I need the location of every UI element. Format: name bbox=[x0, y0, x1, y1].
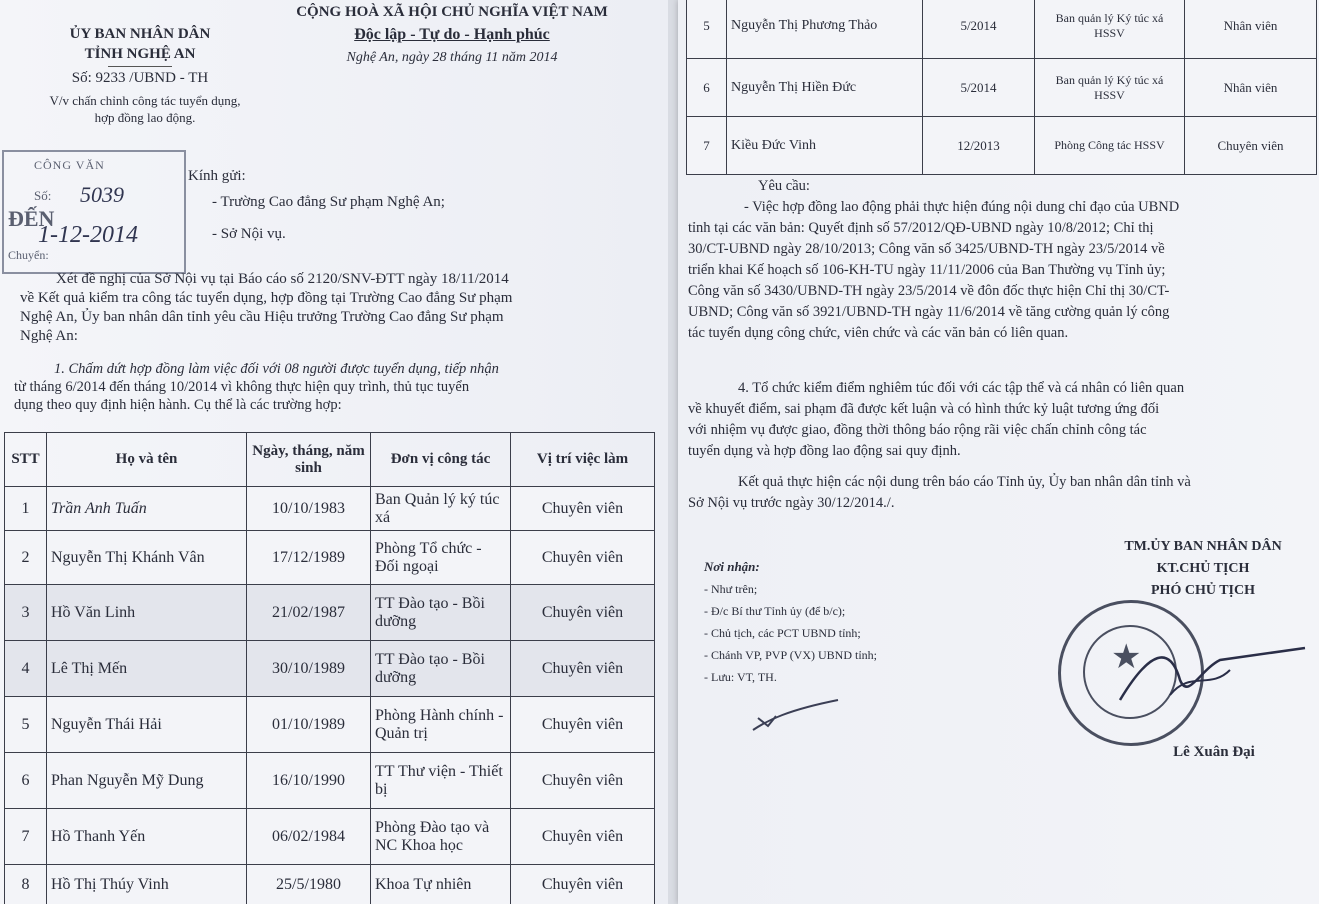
p1-line2: từ tháng 6/2014 đến tháng 10/2014 vì không thực hiện quy trình, thủ tục tuyển bbox=[14, 379, 470, 395]
p4-line4: tuyển dụng và hợp đồng lao động sai quy định. bbox=[688, 443, 961, 459]
intro-line1: Xét đề nghị của Sở Nội vụ tại Báo cáo số 2120/SNV-ĐTT ngày 18/11/2014 bbox=[56, 271, 509, 287]
row-position: Chuyên viên bbox=[511, 697, 655, 753]
row-position: Chuyên viên bbox=[511, 585, 655, 641]
row-unit: Phòng Công tác HSSV bbox=[1035, 117, 1185, 175]
handwritten-signature bbox=[1110, 640, 1310, 720]
distribution-item: - Như trên; bbox=[704, 582, 758, 596]
row-name: Phan Nguyễn Mỹ Dung bbox=[47, 753, 247, 809]
stamp-number: 5039 bbox=[80, 182, 124, 207]
intro-paragraph bbox=[20, 270, 650, 346]
row-stt: 7 bbox=[687, 117, 727, 175]
row-position: Chuyên viên bbox=[511, 531, 655, 585]
distribution-item: - Chủ tịch, các PCT UBND tỉnh; bbox=[704, 626, 861, 640]
distribution-list bbox=[704, 556, 877, 688]
row-stt: 4 bbox=[5, 641, 47, 697]
row-unit: Ban quản lý Ký túc xá HSSV bbox=[1035, 59, 1185, 117]
table-header-row bbox=[5, 433, 655, 487]
nation-title: CỘNG HOÀ XÃ HỘI CHỦ NGHĨA VIỆT NAM bbox=[296, 4, 608, 20]
row-name: Nguyễn Thái Hải bbox=[47, 697, 247, 753]
subject-block bbox=[20, 92, 270, 126]
row-stt: 3 bbox=[5, 585, 47, 641]
subject-line2: hợp đồng lao động. bbox=[94, 110, 196, 125]
issuer-underline bbox=[108, 66, 172, 67]
table-row bbox=[5, 809, 655, 865]
row-stt: 2 bbox=[5, 531, 47, 585]
signature-block bbox=[1098, 536, 1308, 602]
table-row bbox=[5, 641, 655, 697]
star-icon: ★ bbox=[1111, 639, 1142, 676]
p4-line2: về khuyết điểm, sai phạm đã được kết luận và có hình thức kỷ luật tương ứng đối bbox=[688, 401, 1160, 417]
row-unit: Phòng Hành chính - Quản trị bbox=[371, 697, 511, 753]
row-dob: 21/02/1987 bbox=[247, 585, 371, 641]
paragraph-4 bbox=[688, 378, 1308, 462]
row-position: Nhân viên bbox=[1185, 0, 1317, 59]
row-name: Lê Thị Mến bbox=[47, 641, 247, 697]
contract-staff-table bbox=[686, 0, 1317, 175]
stamp-so-label: Số: bbox=[34, 188, 52, 203]
issuer-block bbox=[40, 24, 240, 64]
result-paragraph bbox=[688, 472, 1308, 514]
doc-number: Số: 9233 /UBND - TH bbox=[71, 70, 209, 86]
received-stamp bbox=[2, 150, 186, 274]
header-position: Vị trí việc làm bbox=[511, 433, 655, 487]
row-stt: 8 bbox=[5, 865, 47, 904]
row-name: Hồ Thanh Yến bbox=[47, 809, 247, 865]
row-dob: 01/10/1989 bbox=[247, 697, 371, 753]
row-date: 12/2013 bbox=[923, 117, 1035, 175]
table-row bbox=[5, 531, 655, 585]
row-name: Nguyễn Thị Khánh Vân bbox=[47, 531, 247, 585]
recipient-2: - Sở Nội vụ. bbox=[212, 226, 286, 242]
row-dob: 30/10/1989 bbox=[247, 641, 371, 697]
req-line6: UBND; Công văn số 3921/UBND-TH ngày 11/6/2014 về tăng cường quản lý công bbox=[688, 304, 1170, 320]
row-dob: 06/02/1984 bbox=[247, 809, 371, 865]
row-position: Chuyên viên bbox=[1185, 117, 1317, 175]
distribution-label: Nơi nhận: bbox=[704, 559, 760, 574]
row-name: Nguyễn Thị Hiền Đức bbox=[727, 59, 923, 117]
motto: Độc lập - Tự do - Hạnh phúc bbox=[354, 26, 550, 43]
table-row bbox=[5, 865, 655, 904]
distribution-item: - Lưu: VT, TH. bbox=[704, 670, 777, 684]
stamp-den-label: ĐẾN bbox=[8, 206, 55, 231]
row-unit: Ban Quản lý ký túc xá bbox=[371, 487, 511, 531]
header-name: Họ và tên bbox=[47, 433, 247, 487]
row-unit: Khoa Tự nhiên bbox=[371, 865, 511, 904]
p4-line1: 4. Tổ chức kiểm điểm nghiêm túc đối với các tập thể và cá nhân có liên quan bbox=[738, 380, 1185, 396]
header-stt: STT bbox=[5, 433, 47, 487]
row-position: Chuyên viên bbox=[511, 641, 655, 697]
table-row bbox=[687, 0, 1317, 59]
p1-line1: 1. Chấm dứt hợp đồng làm việc đối với 08 người được tuyển dụng, tiếp nhận bbox=[54, 361, 499, 377]
subject-line1: V/v chấn chỉnh công tác tuyển dụng, bbox=[49, 93, 241, 108]
signer-name: Lê Xuân Đại bbox=[1173, 744, 1255, 760]
row-stt: 5 bbox=[5, 697, 47, 753]
table-row bbox=[5, 487, 655, 531]
right-document-page bbox=[678, 0, 1319, 904]
recipients-label: Kính gửi: bbox=[188, 168, 246, 184]
row-dob: 10/10/1983 bbox=[247, 487, 371, 531]
result-line1: Kết quả thực hiện các nội dung trên báo cáo Tỉnh ủy, Ủy ban nhân dân tỉnh và bbox=[738, 474, 1191, 490]
p1-line3: dụng theo quy định hiện hành. Cụ thể là các trường hợp: bbox=[14, 397, 342, 413]
signature-line1: TM.ỦY BAN NHÂN DÂN bbox=[1124, 539, 1282, 554]
row-dob: 17/12/1989 bbox=[247, 531, 371, 585]
row-position: Chuyên viên bbox=[511, 865, 655, 904]
requirements-label: Yêu cầu: bbox=[758, 178, 810, 194]
intro-line4: Nghệ An: bbox=[20, 328, 78, 344]
req-line7: tác tuyển dụng công chức, viên chức và các văn bản có liên quan. bbox=[688, 325, 1069, 341]
row-stt: 5 bbox=[687, 0, 727, 59]
table-row bbox=[5, 697, 655, 753]
row-name: Hồ Văn Linh bbox=[47, 585, 247, 641]
row-position: Nhân viên bbox=[1185, 59, 1317, 117]
row-stt: 1 bbox=[5, 487, 47, 531]
row-unit: Phòng Đào tạo và NC Khoa học bbox=[371, 809, 511, 865]
row-name: Hồ Thị Thúy Vinh bbox=[47, 865, 247, 904]
issuer-line1: ỦY BAN NHÂN DÂN bbox=[69, 26, 211, 42]
row-name: Kiều Đức Vinh bbox=[727, 117, 923, 175]
distribution-item: - Đ/c Bí thư Tỉnh ủy (để b/c); bbox=[704, 604, 846, 618]
signature-line3: PHÓ CHỦ TỊCH bbox=[1151, 583, 1255, 598]
row-position: Chuyên viên bbox=[511, 487, 655, 531]
distribution-item: - Chánh VP, PVP (VX) UBND tỉnh; bbox=[704, 648, 878, 662]
initials-mark bbox=[748, 690, 848, 740]
req-line3: 30/CT-UBND ngày 28/10/2013; Công văn số 3425/UBND-TH ngày 23/5/2014 về bbox=[688, 241, 1165, 257]
stamp-date: 1-12-2014 bbox=[38, 222, 138, 248]
stamp-title: CÔNG VĂN bbox=[34, 158, 105, 172]
row-unit: TT Đào tạo - Bồi dưỡng bbox=[371, 641, 511, 697]
row-stt: 6 bbox=[5, 753, 47, 809]
place-date: Nghệ An, ngày 28 tháng 11 năm 2014 bbox=[346, 50, 558, 65]
header-unit: Đơn vị công tác bbox=[371, 433, 511, 487]
requirements-block bbox=[688, 176, 1308, 344]
row-date: 5/2014 bbox=[923, 0, 1035, 59]
terminated-staff-table bbox=[4, 432, 655, 904]
table-row bbox=[5, 585, 655, 641]
req-line5: Công văn số 3430/UBND-TH ngày 23/5/2014 về đôn đốc thực hiện Chỉ thị 30/CT- bbox=[688, 283, 1170, 299]
result-line2: Sở Nội vụ trước ngày 30/12/2014./. bbox=[688, 495, 895, 511]
recipient-1: - Trường Cao đẳng Sư phạm Nghệ An; bbox=[212, 194, 445, 210]
req-line1: - Việc hợp đồng lao động phải thực hiện đúng nội dung chỉ đạo của UBND bbox=[744, 199, 1180, 215]
table-row bbox=[5, 753, 655, 809]
row-unit: Ban quản lý Ký túc xá HSSV bbox=[1035, 0, 1185, 59]
intro-line3: Nghệ An, Ủy ban nhân dân tỉnh yêu cầu Hiệu trưởng Trường Cao đẳng Sư phạm bbox=[20, 309, 504, 325]
req-line2: tỉnh tại các văn bản: Quyết định số 57/2012/QĐ-UBND ngày 10/8/2012; Chỉ thị bbox=[688, 220, 1154, 236]
row-position: Chuyên viên bbox=[511, 753, 655, 809]
header-dob: Ngày, tháng, năm sinh bbox=[247, 433, 371, 487]
table-row bbox=[687, 59, 1317, 117]
stamp-chuyen-label: Chuyển: bbox=[8, 248, 49, 262]
row-date: 5/2014 bbox=[923, 59, 1035, 117]
row-name: Trần Anh Tuấn bbox=[47, 487, 247, 531]
row-stt: 6 bbox=[687, 59, 727, 117]
signature-line2: KT.CHỦ TỊCH bbox=[1156, 561, 1250, 576]
row-unit: TT Đào tạo - Bồi dưỡng bbox=[371, 585, 511, 641]
table-row bbox=[687, 117, 1317, 175]
row-stt: 7 bbox=[5, 809, 47, 865]
row-position: Chuyên viên bbox=[511, 809, 655, 865]
row-dob: 16/10/1990 bbox=[247, 753, 371, 809]
paragraph-1 bbox=[14, 360, 654, 414]
row-unit: TT Thư viện - Thiết bị bbox=[371, 753, 511, 809]
row-name: Nguyễn Thị Phương Thảo bbox=[727, 0, 923, 59]
row-dob: 25/5/1980 bbox=[247, 865, 371, 904]
intro-line2: về Kết quả kiểm tra công tác tuyển dụng, hợp đồng tại Trường Cao đẳng Sư phạm bbox=[20, 290, 513, 306]
row-unit: Phòng Tổ chức - Đối ngoại bbox=[371, 531, 511, 585]
issuer-line2: TỈNH NGHỆ AN bbox=[84, 46, 196, 62]
req-line4: triển khai Kế hoạch số 106-KH-TU ngày 11/11/2006 của Ban Thường vụ Tỉnh ủy; bbox=[688, 262, 1166, 278]
p4-line3: với nhiệm vụ được giao, đồng thời thông báo rộng rãi việc chấn chỉnh công tác bbox=[688, 422, 1147, 438]
page-gap bbox=[668, 0, 678, 904]
